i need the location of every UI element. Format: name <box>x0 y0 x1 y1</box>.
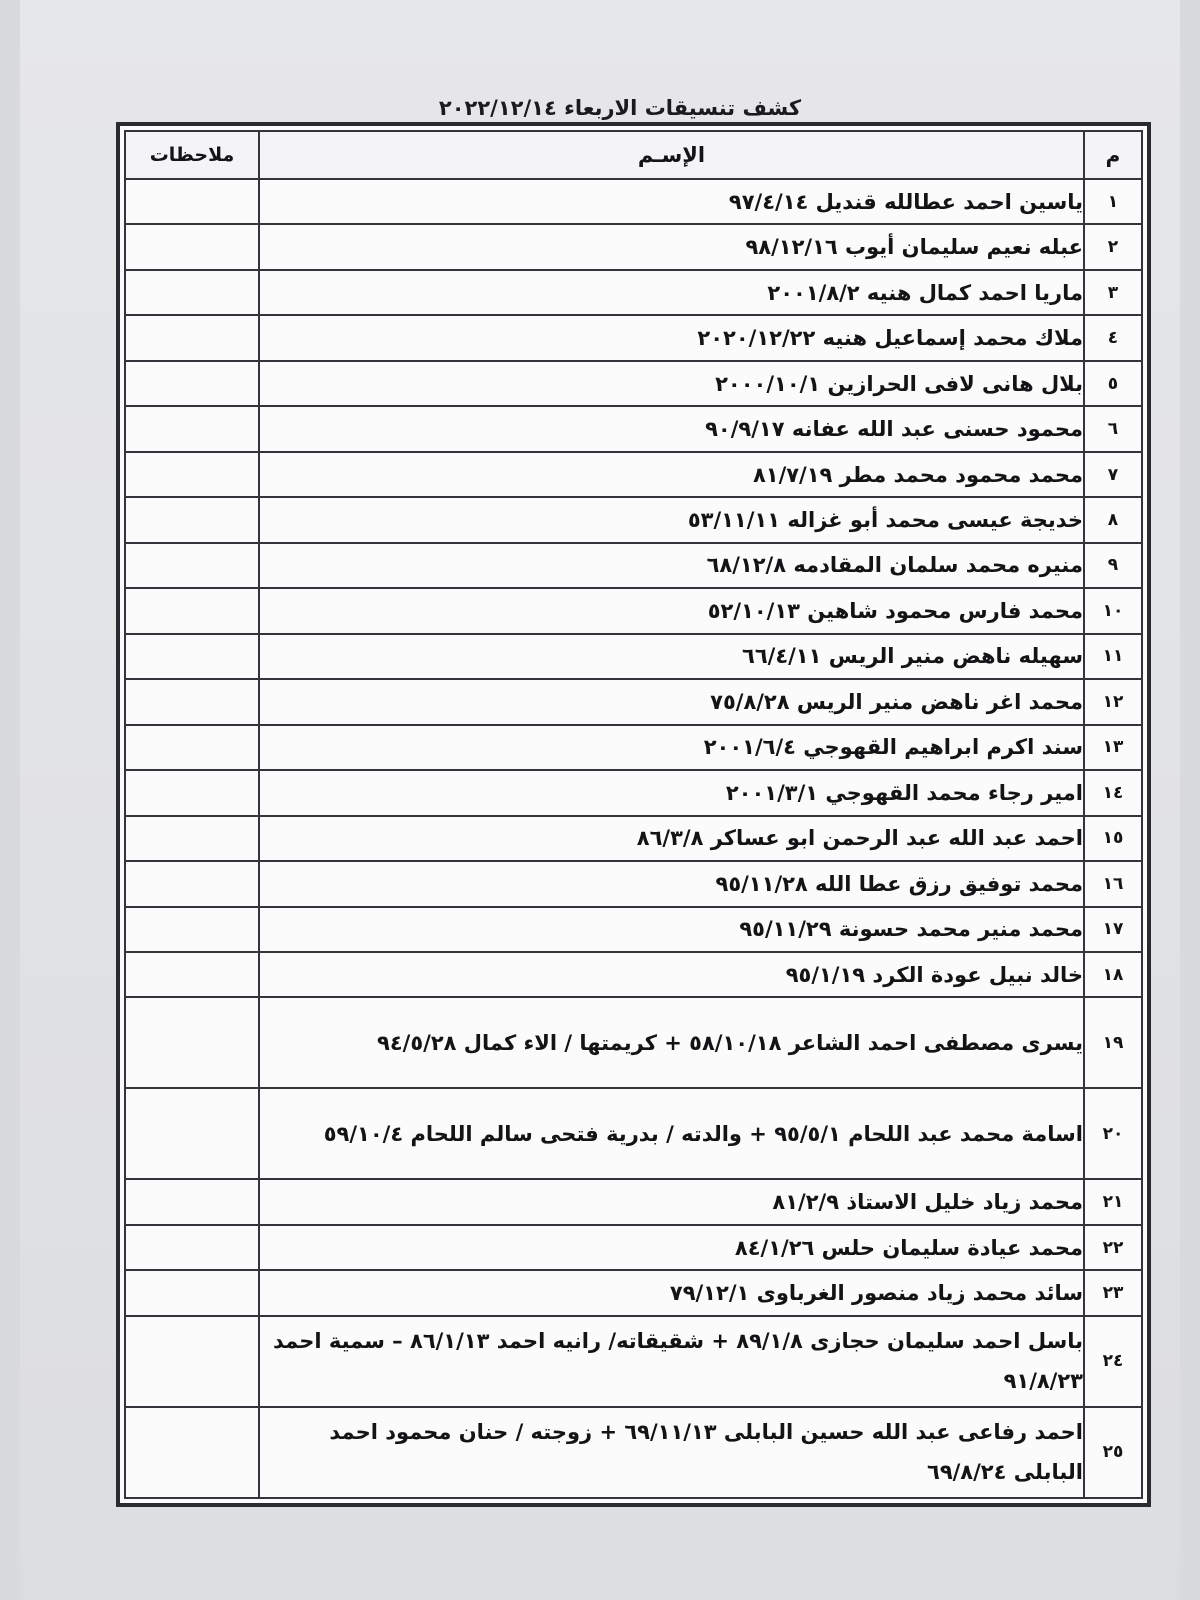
row-name: منيره محمد سلمان المقادمه ٦٨/١٢/٨ <box>259 543 1084 588</box>
row-number: ٢٥ <box>1084 1407 1142 1498</box>
header-notes: ملاحظات <box>125 131 259 179</box>
row-notes <box>125 452 259 497</box>
row-number: ٢١ <box>1084 1179 1142 1224</box>
row-notes <box>125 952 259 997</box>
row-number: ٢٢ <box>1084 1225 1142 1270</box>
row-number: ٢٤ <box>1084 1316 1142 1407</box>
roster-table <box>124 130 1143 1499</box>
table-row <box>125 1088 1142 1179</box>
table-row <box>125 770 1142 815</box>
row-number: ١٨ <box>1084 952 1142 997</box>
row-notes <box>125 997 259 1088</box>
table-row <box>125 679 1142 724</box>
row-notes <box>125 679 259 724</box>
row-name: محمود حسنى عبد الله عفانه ٩٠/٩/١٧ <box>259 406 1084 451</box>
row-name: يسرى مصطفى احمد الشاعر ٥٨/١٠/١٨ + كريمتها / الاء كمال ٩٤/٥/٢٨ <box>259 997 1084 1088</box>
row-notes <box>125 1270 259 1315</box>
table-row <box>125 452 1142 497</box>
row-name: ياسين احمد عطالله قنديل ٩٧/٤/١٤ <box>259 179 1084 224</box>
row-name: عبله نعيم سليمان أيوب ٩٨/١٢/١٦ <box>259 224 1084 269</box>
table-row <box>125 497 1142 542</box>
row-notes <box>125 543 259 588</box>
header-row <box>125 131 1142 179</box>
row-name: محمد اغر ناهض منير الريس ٧٥/٨/٢٨ <box>259 679 1084 724</box>
row-name: احمد رفاعى عبد الله حسين البابلى ٦٩/١١/١٣ + زوجته / حنان محمود احمد البابلى ٦٩/٨/٢٤ <box>259 1407 1084 1498</box>
table-row <box>125 361 1142 406</box>
table-row <box>125 861 1142 906</box>
row-number: ٨ <box>1084 497 1142 542</box>
row-number: ١٦ <box>1084 861 1142 906</box>
row-number: ١٢ <box>1084 679 1142 724</box>
row-name: باسل احمد سليمان حجازى ٨٩/١/٨ + شقيقاته/ رانيه احمد ٨٦/١/١٣ – سمية احمد ٩١/٨/٢٣ <box>259 1316 1084 1407</box>
table-row <box>125 270 1142 315</box>
row-name: سائد محمد زياد منصور الغرباوى ٧٩/١٢/١ <box>259 1270 1084 1315</box>
table-row <box>125 315 1142 360</box>
table-row <box>125 1316 1142 1407</box>
row-notes <box>125 1088 259 1179</box>
row-notes <box>125 770 259 815</box>
table-row <box>125 1270 1142 1315</box>
table-row <box>125 725 1142 770</box>
row-notes <box>125 907 259 952</box>
row-name: محمد زياد خليل الاستاذ ٨١/٢/٩ <box>259 1179 1084 1224</box>
row-number: ١٠ <box>1084 588 1142 633</box>
table-row <box>125 952 1142 997</box>
row-name: اسامة محمد عبد اللحام ٩٥/٥/١ + والدته / بدرية فتحى سالم اللحام ٥٩/١٠/٤ <box>259 1088 1084 1179</box>
row-number: ١٥ <box>1084 816 1142 861</box>
header-number: م <box>1084 131 1142 179</box>
row-notes <box>125 1407 259 1498</box>
table-row <box>125 1225 1142 1270</box>
table-row <box>125 588 1142 633</box>
row-notes <box>125 315 259 360</box>
row-notes <box>125 270 259 315</box>
row-name: محمد منير محمد حسونة ٩٥/١١/٢٩ <box>259 907 1084 952</box>
row-name: بلال هانى لافى الحرازين ٢٠٠٠/١٠/١ <box>259 361 1084 406</box>
row-number: ١٤ <box>1084 770 1142 815</box>
row-name: محمد توفيق رزق عطا الله ٩٥/١١/٢٨ <box>259 861 1084 906</box>
row-name: محمد عيادة سليمان حلس ٨٤/١/٢٦ <box>259 1225 1084 1270</box>
paper-sheet <box>20 0 1180 1600</box>
page-title: كشف تنسيقات الاربعاء ٢٠٢٢/١٢/١٤ <box>438 96 802 120</box>
row-notes <box>125 725 259 770</box>
row-number: ١٩ <box>1084 997 1142 1088</box>
row-number: ٤ <box>1084 315 1142 360</box>
row-notes <box>125 1225 259 1270</box>
row-name: احمد عبد الله عبد الرحمن ابو عساكر ٨٦/٣/٨ <box>259 816 1084 861</box>
row-notes <box>125 861 259 906</box>
row-number: ١٣ <box>1084 725 1142 770</box>
table-row <box>125 634 1142 679</box>
row-notes <box>125 497 259 542</box>
row-name: محمد فارس محمود شاهين ٥٢/١٠/١٣ <box>259 588 1084 633</box>
row-name: امير رجاء محمد القهوجي ٢٠٠١/٣/١ <box>259 770 1084 815</box>
table-row <box>125 997 1142 1088</box>
row-name: محمد محمود محمد مطر ٨١/٧/١٩ <box>259 452 1084 497</box>
row-number: ٢٣ <box>1084 1270 1142 1315</box>
row-number: ١٧ <box>1084 907 1142 952</box>
row-number: ٢٠ <box>1084 1088 1142 1179</box>
row-number: ٥ <box>1084 361 1142 406</box>
row-name: خالد نبيل عودة الكرد ٩٥/١/١٩ <box>259 952 1084 997</box>
row-notes <box>125 634 259 679</box>
header-name <box>259 131 1084 179</box>
row-name: سند اكرم ابراهيم القهوجي ٢٠٠١/٦/٤ <box>259 725 1084 770</box>
table-row <box>125 816 1142 861</box>
table-row <box>125 543 1142 588</box>
row-notes <box>125 224 259 269</box>
row-notes <box>125 588 259 633</box>
table-row <box>125 1179 1142 1224</box>
row-number: ٣ <box>1084 270 1142 315</box>
table-row <box>125 224 1142 269</box>
row-notes <box>125 179 259 224</box>
row-notes <box>125 406 259 451</box>
row-number: ٧ <box>1084 452 1142 497</box>
row-notes <box>125 361 259 406</box>
row-number: ٦ <box>1084 406 1142 451</box>
row-number: ١١ <box>1084 634 1142 679</box>
table-row <box>125 406 1142 451</box>
row-name: خديجة عيسى محمد أبو غزاله ٥٣/١١/١١ <box>259 497 1084 542</box>
row-notes <box>125 1179 259 1224</box>
row-name: ماريا احمد كمال هنيه ٢٠٠١/٨/٢ <box>259 270 1084 315</box>
roster-frame <box>116 122 1151 1507</box>
table-row <box>125 1407 1142 1498</box>
row-number: ٩ <box>1084 543 1142 588</box>
header-name-label: الإسـم <box>637 143 706 167</box>
table-row <box>125 179 1142 224</box>
row-name: سهيله ناهض منير الريس ٦٦/٤/١١ <box>259 634 1084 679</box>
row-notes <box>125 1316 259 1407</box>
row-notes <box>125 816 259 861</box>
row-number: ٢ <box>1084 224 1142 269</box>
row-number: ١ <box>1084 179 1142 224</box>
table-row <box>125 907 1142 952</box>
row-name: ملاك محمد إسماعيل هنيه ٢٠٢٠/١٢/٢٢ <box>259 315 1084 360</box>
